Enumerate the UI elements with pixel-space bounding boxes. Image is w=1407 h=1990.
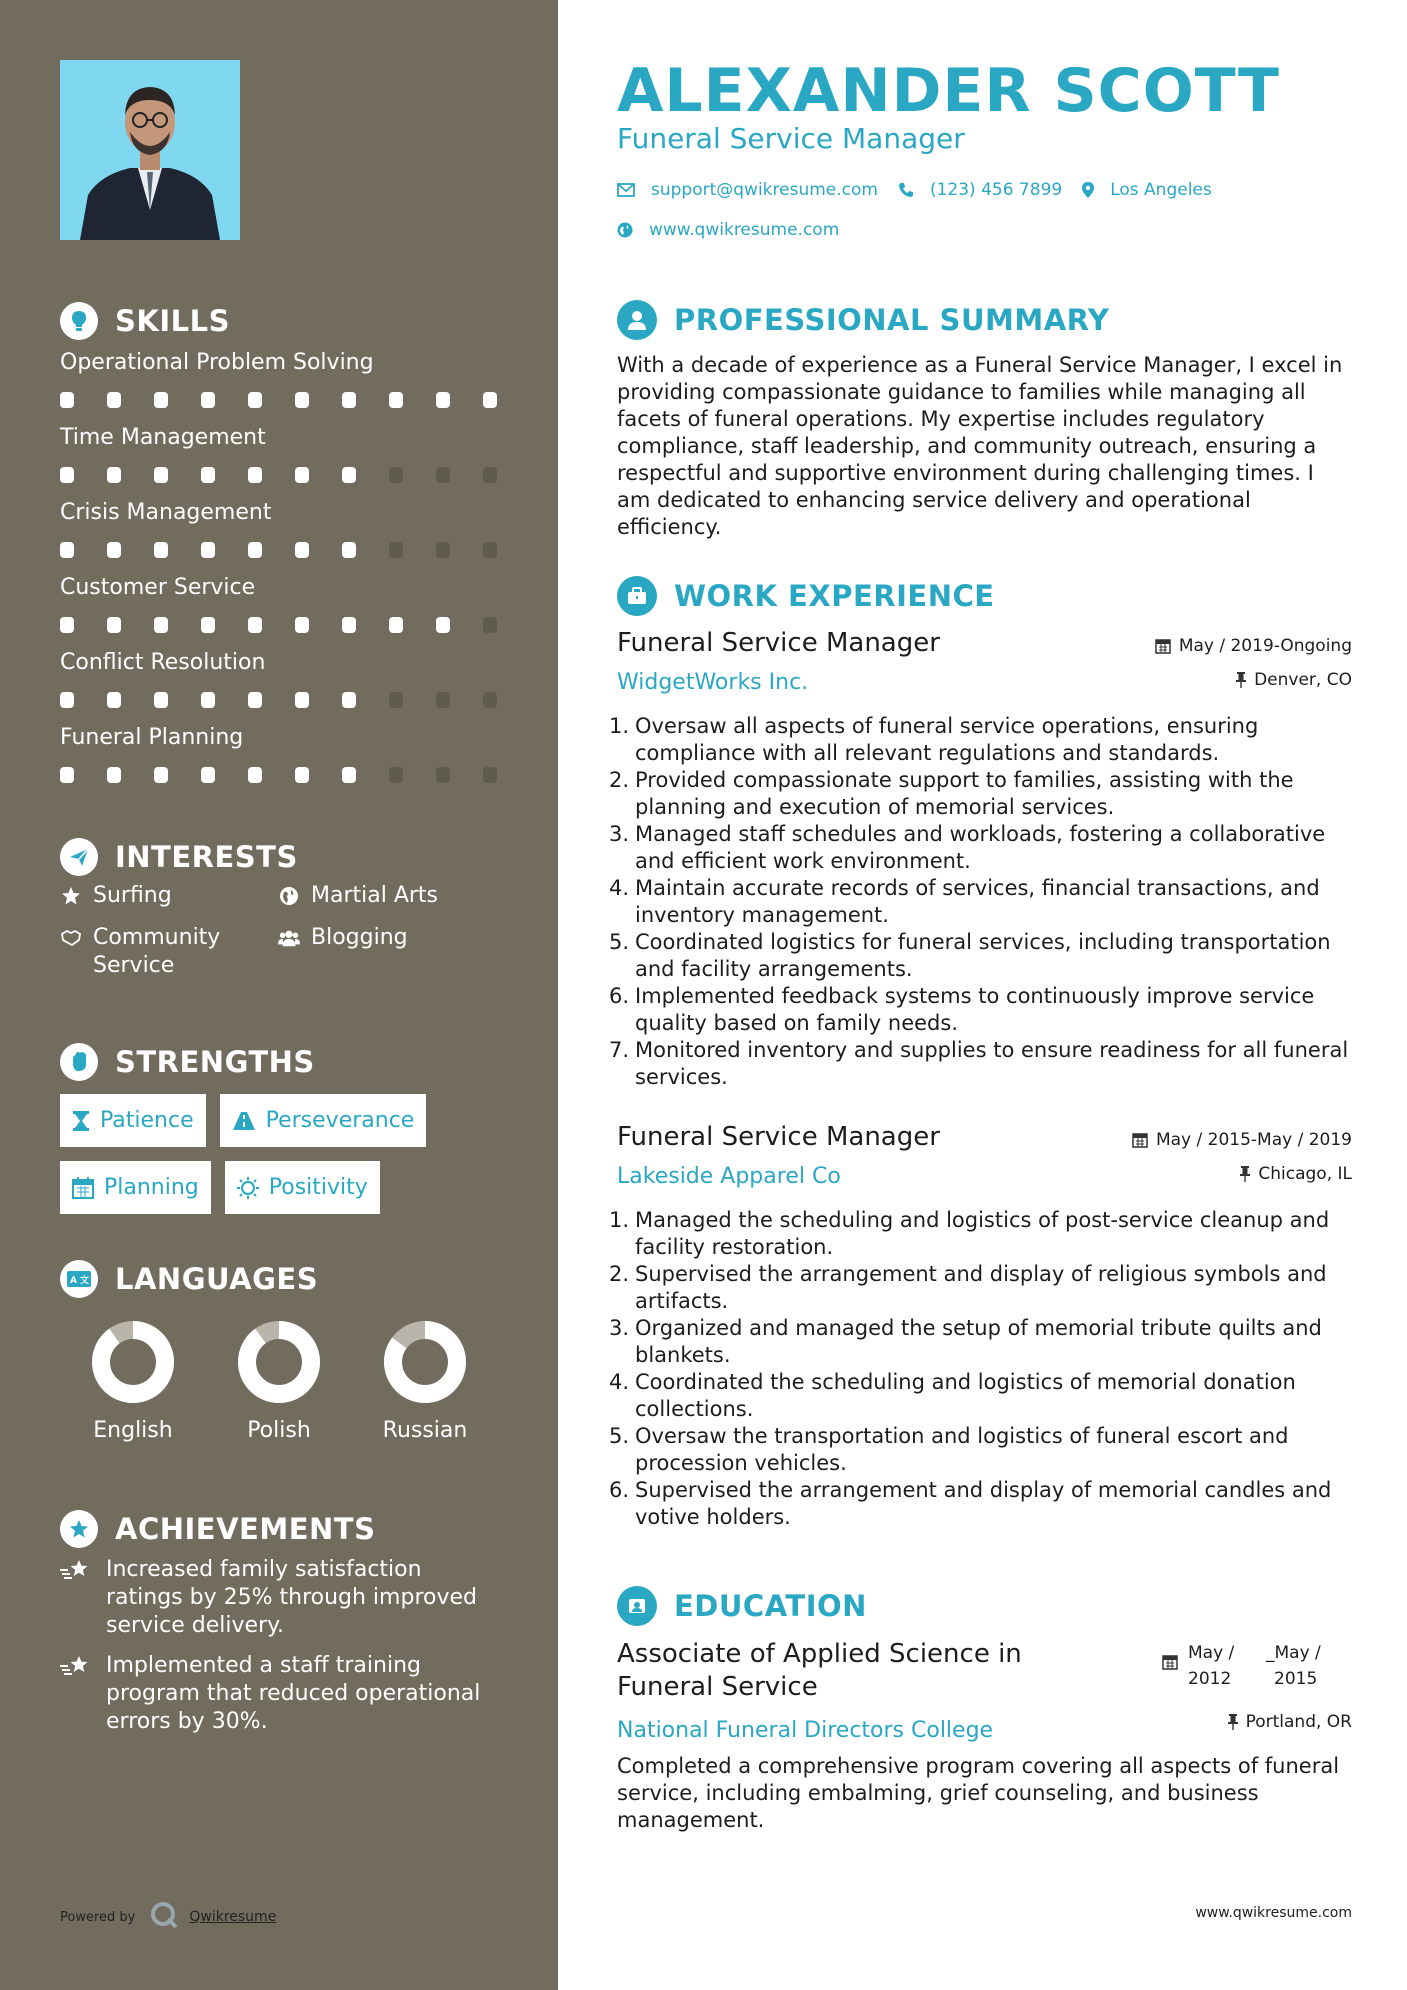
trophy-star-icon	[60, 1510, 98, 1548]
languages-title: LANGUAGES	[115, 1262, 319, 1296]
skill-rating	[60, 467, 500, 483]
powered-by	[60, 1900, 276, 1934]
interest-label: Blogging	[311, 925, 408, 950]
rating-dot	[248, 542, 262, 558]
location-text: Los Angeles	[1110, 180, 1212, 200]
end-year: 2015	[1274, 1669, 1318, 1689]
languages-header	[60, 1260, 318, 1298]
map-marker-icon	[1082, 182, 1094, 198]
rating-dot	[201, 692, 215, 708]
donut-fill	[101, 1330, 165, 1394]
svg-text:A: A	[70, 1276, 77, 1286]
rating-dot	[295, 542, 309, 558]
skill-rating	[60, 692, 500, 708]
language-name: Polish	[247, 1418, 311, 1443]
rating-dot	[483, 542, 497, 558]
shooting-star-icon	[60, 1558, 90, 1590]
skill-name: Conflict Resolution	[60, 650, 266, 675]
briefcase-icon	[617, 576, 657, 616]
rating-dot	[436, 692, 450, 708]
pin-icon	[1240, 1166, 1250, 1182]
language-donut	[91, 1320, 175, 1404]
rating-dot	[201, 392, 215, 408]
rating-dot	[342, 467, 356, 483]
svg-text:文: 文	[80, 1276, 90, 1286]
handshake-icon	[60, 924, 82, 952]
job-location	[1240, 1164, 1352, 1184]
duty-item	[609, 767, 1352, 821]
rating-dot	[483, 767, 497, 783]
interest-item	[60, 882, 278, 910]
education-location	[1228, 1712, 1352, 1732]
phone-number[interactable]: (123) 456 7899	[929, 180, 1063, 200]
experience-header	[617, 576, 995, 616]
rating-dot	[295, 467, 309, 483]
interests-title: INTERESTS	[115, 840, 298, 874]
contact-row	[617, 180, 1212, 200]
rating-dot	[107, 392, 121, 408]
envelope-icon	[617, 183, 635, 197]
skills-list	[60, 350, 500, 800]
rating-dot	[436, 617, 450, 633]
rating-dot	[201, 617, 215, 633]
duty-text: Supervised the arrangement and display of memorial candles and votive holders.	[635, 1478, 1332, 1529]
end-month: _May /	[1266, 1643, 1321, 1663]
interest-item	[278, 924, 496, 980]
job-entry	[609, 628, 1352, 1091]
rating-dot	[107, 692, 121, 708]
language-name: Russian	[382, 1418, 468, 1443]
skill-rating	[60, 392, 500, 408]
rating-dot	[154, 617, 168, 633]
job-title: Funeral Service Manager	[617, 628, 940, 658]
candidate-role: Funeral Service Manager	[617, 122, 965, 155]
job-dates	[1132, 1130, 1352, 1150]
job-company: WidgetWorks Inc.	[617, 670, 809, 695]
duty-number: 4.	[609, 876, 630, 900]
duty-item	[609, 929, 1352, 983]
duty-item	[609, 983, 1352, 1037]
users-icon	[278, 924, 300, 952]
rating-dot	[389, 692, 403, 708]
duty-item	[609, 713, 1352, 767]
hourglass-icon	[72, 1110, 90, 1132]
strength-label: Positivity	[268, 1175, 368, 1200]
duty-text: Coordinated the scheduling and logistics of memorial donation collections.	[635, 1370, 1296, 1421]
duty-item	[609, 1423, 1352, 1477]
road-icon	[232, 1111, 256, 1131]
rating-dot	[389, 767, 403, 783]
education-dates	[1162, 1640, 1344, 1692]
achievements-list	[60, 1556, 500, 1748]
rating-dot	[60, 542, 74, 558]
interest-item	[60, 924, 278, 980]
skill-name: Time Management	[60, 425, 266, 450]
sidebar	[0, 0, 558, 1990]
rating-dot	[389, 467, 403, 483]
rating-dot	[201, 467, 215, 483]
language-item	[352, 1320, 498, 1443]
duty-item	[609, 1207, 1352, 1261]
skills-title: SKILLS	[115, 304, 230, 338]
duty-number: 6.	[609, 1478, 630, 1502]
pin-icon	[1236, 672, 1246, 688]
rating-dot	[248, 617, 262, 633]
experience-title: WORK EXPERIENCE	[674, 579, 995, 613]
skill-rating	[60, 542, 500, 558]
duty-text: Implemented feedback systems to continuously improve service quality based on family needs.	[635, 984, 1315, 1035]
summary-text: With a decade of experience as a Funeral Service Manager, I excel in providing compassionate guidance to families while managing all facets of funeral operations. My expertise includes regulatory compliance, staff leadership, and community outreach, ensuring a respectful and supportive environment during challenging times. I am dedicated to enhancing service delivery and operational efficiency.	[617, 353, 1343, 539]
duty-text: Supervised the arrangement and display of religious symbols and artifacts.	[635, 1262, 1327, 1313]
skill-item	[60, 650, 500, 725]
calendar-icon	[1155, 638, 1171, 654]
rating-dot	[60, 617, 74, 633]
job-title: Funeral Service Manager	[617, 1122, 940, 1152]
strength-chip	[60, 1094, 206, 1147]
skill-item	[60, 725, 500, 800]
rating-dot	[483, 392, 497, 408]
duty-item	[609, 1037, 1352, 1091]
strength-chip	[60, 1161, 211, 1214]
duty-text: Maintain accurate records of services, financial transactions, and inventory management.	[635, 876, 1320, 927]
rating-dot	[295, 617, 309, 633]
duty-item	[609, 875, 1352, 929]
rating-dot	[342, 392, 356, 408]
education-end	[1266, 1640, 1344, 1692]
star-icon	[60, 882, 82, 910]
job-dates-text: May / 2019-Ongoing	[1178, 636, 1352, 656]
achievement-item	[60, 1556, 500, 1640]
duty-number: 1.	[609, 1208, 630, 1232]
skill-rating	[60, 767, 500, 783]
education-description: Completed a comprehensive program covering all aspects of funeral service, including embalming, grief counseling, and business management.	[617, 1754, 1340, 1832]
rating-dot	[60, 692, 74, 708]
duty-text: Provided compassionate support to families, assisting with the planning and execution of memorial services.	[635, 768, 1294, 819]
language-item	[60, 1320, 206, 1443]
interest-label: Martial Arts	[311, 883, 439, 908]
shooting-star-icon	[60, 1654, 90, 1686]
candidate-name: ALEXANDER SCOTT	[617, 56, 1280, 126]
rating-dot	[107, 467, 121, 483]
duty-text: Managed the scheduling and logistics of post-service cleanup and facility restoration.	[635, 1208, 1330, 1259]
summary-header	[617, 300, 1109, 340]
start-month: May /	[1188, 1643, 1235, 1663]
rating-dot	[154, 692, 168, 708]
rating-dot	[248, 767, 262, 783]
pin-icon	[1228, 1714, 1238, 1730]
achievement-text: Increased family satisfaction ratings by 25% through improved service delivery.	[106, 1557, 477, 1638]
rating-dot	[436, 767, 450, 783]
skill-item	[60, 350, 500, 425]
graduation-icon	[617, 1586, 657, 1626]
rating-dot	[60, 767, 74, 783]
summary-title: PROFESSIONAL SUMMARY	[674, 303, 1110, 337]
duty-number: 2.	[609, 768, 630, 792]
email-link[interactable]: support@qwikresume.com	[651, 180, 878, 200]
interest-item	[278, 882, 496, 910]
rating-dot	[60, 467, 74, 483]
strengths-header	[60, 1043, 315, 1081]
language-item	[206, 1320, 352, 1443]
job-entry	[609, 1122, 1352, 1531]
duty-item	[609, 1369, 1352, 1423]
skill-name: Crisis Management	[60, 500, 272, 525]
duty-item	[609, 1477, 1352, 1531]
strength-label: Planning	[104, 1175, 199, 1200]
globe-icon	[278, 882, 300, 910]
skills-header	[60, 302, 230, 340]
rating-dot	[436, 542, 450, 558]
rating-dot	[436, 467, 450, 483]
sun-icon	[237, 1177, 259, 1199]
strength-chip	[225, 1161, 380, 1214]
job-location	[1236, 670, 1352, 690]
achievement-text: Implemented a staff training program that reduced operational errors by 30%.	[106, 1653, 481, 1734]
strengths-title: STRENGTHS	[115, 1045, 315, 1079]
duty-item	[609, 1261, 1352, 1315]
calendar-icon	[1132, 1132, 1148, 1148]
education-header	[617, 1586, 867, 1626]
rating-dot	[389, 617, 403, 633]
skill-rating	[60, 617, 500, 633]
strength-label: Patience	[100, 1108, 194, 1133]
powered-label: Powered by	[60, 1909, 136, 1925]
strengths-list	[60, 1094, 500, 1214]
job-dates-text: May / 2015-May / 2019	[1155, 1130, 1352, 1150]
rating-dot	[483, 692, 497, 708]
skill-item	[60, 500, 500, 575]
user-icon	[617, 300, 657, 340]
rating-dot	[201, 767, 215, 783]
strength-label: Perseverance	[265, 1108, 415, 1133]
footer-url[interactable]: www.qwikresume.com	[1195, 1905, 1352, 1921]
education-entry	[617, 1638, 1352, 1834]
rating-dot	[483, 617, 497, 633]
duty-number: 6.	[609, 984, 630, 1008]
duty-item	[609, 1315, 1352, 1369]
rating-dot	[342, 767, 356, 783]
duty-item	[609, 821, 1352, 875]
lightbulb-icon	[60, 302, 98, 340]
rating-dot	[154, 767, 168, 783]
education-title: EDUCATION	[674, 1589, 867, 1623]
skill-item	[60, 425, 500, 500]
calendar-icon	[72, 1177, 94, 1199]
paper-plane-icon	[60, 838, 98, 876]
strength-chip	[220, 1094, 427, 1147]
rating-dot	[154, 542, 168, 558]
rating-dot	[389, 542, 403, 558]
rating-dot	[295, 692, 309, 708]
phone-icon	[898, 182, 914, 198]
interests-list	[60, 882, 500, 980]
duty-number: 5.	[609, 1424, 630, 1448]
languages-list	[60, 1320, 500, 1443]
duty-number: 5.	[609, 930, 630, 954]
duty-number: 4.	[609, 1370, 630, 1394]
achievements-header	[60, 1510, 375, 1548]
skill-item	[60, 575, 500, 650]
job-duties	[609, 713, 1352, 1091]
donut-fill	[247, 1330, 311, 1394]
rating-dot	[342, 617, 356, 633]
interest-label: Community Service	[93, 925, 221, 978]
duty-number: 7.	[609, 1038, 630, 1062]
duty-text: Managed staff schedules and workloads, fostering a collaborative and efficient work environment.	[635, 822, 1326, 873]
website-link[interactable]: www.qwikresume.com	[649, 220, 840, 240]
skill-name: Customer Service	[60, 575, 256, 600]
rating-dot	[483, 467, 497, 483]
rating-dot	[342, 692, 356, 708]
duty-number: 3.	[609, 1316, 630, 1340]
skill-name: Funeral Planning	[60, 725, 244, 750]
achievement-item	[60, 1652, 500, 1736]
rating-dot	[154, 467, 168, 483]
achievements-title: ACHIEVEMENTS	[115, 1512, 376, 1546]
language-name: English	[93, 1418, 173, 1443]
interests-header	[60, 838, 298, 876]
translate-icon	[60, 1260, 98, 1298]
degree-title: Associate of Applied Science in Funeral Service	[617, 1639, 1022, 1702]
duty-text: Oversaw the transportation and logistics of funeral escort and procession vehicles.	[635, 1424, 1289, 1475]
rating-dot	[248, 467, 262, 483]
school-name: National Funeral Directors College	[617, 1718, 994, 1743]
duty-number: 1.	[609, 714, 630, 738]
rating-dot	[201, 542, 215, 558]
duty-text: Monitored inventory and supplies to ensure readiness for all funeral services.	[635, 1038, 1349, 1089]
globe-icon	[617, 222, 633, 238]
rating-dot	[342, 542, 356, 558]
rating-dot	[154, 392, 168, 408]
profile-photo	[60, 60, 240, 240]
language-donut	[383, 1320, 467, 1404]
rating-dot	[389, 392, 403, 408]
education-location-text: Portland, OR	[1245, 1712, 1352, 1732]
job-location-text: Chicago, IL	[1258, 1164, 1352, 1184]
rating-dot	[107, 767, 121, 783]
rating-dot	[295, 767, 309, 783]
rating-dot	[107, 542, 121, 558]
start-year: 2012	[1188, 1669, 1232, 1689]
duty-number: 2.	[609, 1262, 630, 1286]
job-dates	[1155, 636, 1352, 656]
rating-dot	[60, 392, 74, 408]
duty-text: Oversaw all aspects of funeral service operations, ensuring compliance with all relevant regulations and standards.	[635, 714, 1259, 765]
rating-dot	[248, 392, 262, 408]
job-location-text: Denver, CO	[1254, 670, 1352, 690]
job-duties	[609, 1207, 1352, 1531]
interest-label: Surfing	[93, 883, 172, 908]
language-donut	[237, 1320, 321, 1404]
rating-dot	[107, 617, 121, 633]
duty-text: Coordinated logistics for funeral services, including transportation and facility arrangements.	[635, 930, 1331, 981]
qwikresume-link[interactable]: Qwikresume	[189, 1909, 277, 1925]
job-company: Lakeside Apparel Co	[617, 1164, 841, 1189]
education-start	[1188, 1640, 1266, 1692]
qwikresume-logo-icon	[149, 1900, 179, 1934]
skill-name: Operational Problem Solving	[60, 350, 374, 375]
duty-number: 3.	[609, 822, 630, 846]
rating-dot	[436, 392, 450, 408]
website-row	[617, 220, 839, 240]
fist-icon	[60, 1043, 98, 1081]
rating-dot	[248, 692, 262, 708]
calendar-icon	[1162, 1652, 1178, 1678]
duty-text: Organized and managed the setup of memorial tribute quilts and blankets.	[635, 1316, 1322, 1367]
rating-dot	[295, 392, 309, 408]
